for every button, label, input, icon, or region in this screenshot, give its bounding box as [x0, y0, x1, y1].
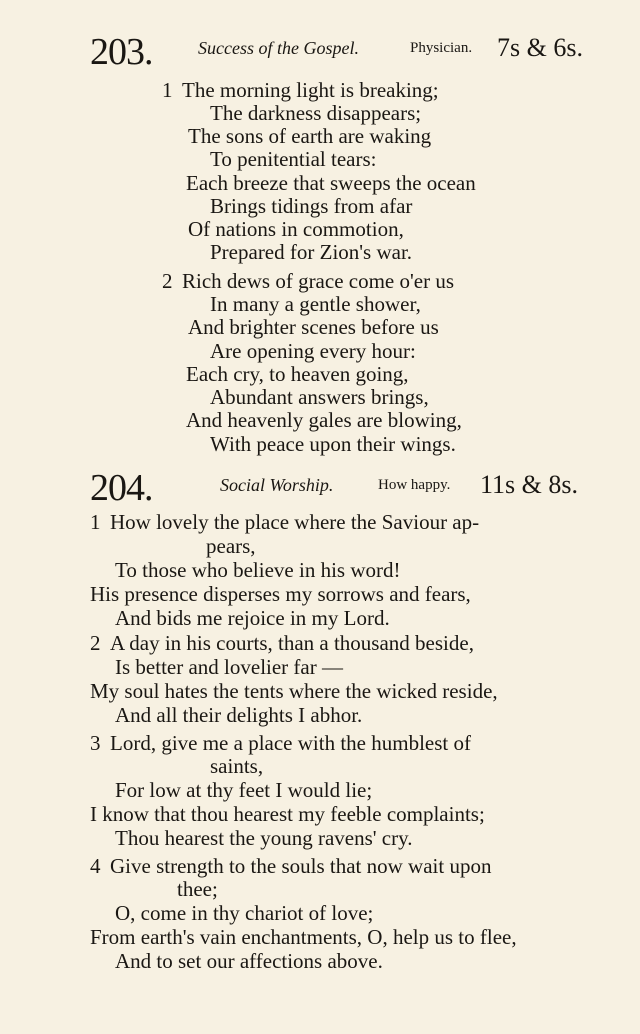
verse-line: To penitential tears:: [210, 147, 377, 171]
hymn-number: 203.: [90, 31, 153, 73]
hymn-tune: How happy.: [378, 477, 451, 493]
hymn-number: 204.: [90, 467, 153, 509]
verse-line: [90, 854, 491, 878]
hymn-tune: Physician.: [410, 40, 473, 56]
verse-line: [90, 631, 474, 655]
verse-line: pears,: [206, 534, 256, 558]
verse-line: For low at thy feet I would lie;: [115, 778, 373, 802]
verse-line-text: The morning light is breaking;: [182, 78, 439, 102]
hymn-meter: 7s & 6s.: [497, 33, 583, 62]
verse-number: 1: [162, 78, 173, 102]
verse-line: And all their delights I abhor.: [115, 703, 363, 727]
verse-line: [90, 510, 479, 534]
verse-line: Brings tidings from afar: [210, 194, 413, 218]
verse-line: Abundant answers brings,: [210, 385, 429, 409]
verse-line: saints,: [210, 754, 264, 778]
verse-line-text: How lovely the place where the Saviour ap-: [110, 510, 480, 534]
verse-line: Is better and lovelier far —: [115, 655, 343, 679]
verse-line: thee;: [177, 877, 218, 901]
verse-line: The sons of earth are waking: [188, 124, 432, 148]
hymn-204-header: [0, 466, 640, 516]
hymn-203-header: [0, 30, 640, 80]
verse-line: From earth's vain enchantments, O, help us to flee,: [90, 925, 517, 949]
verse-line: Each breeze that sweeps the ocean: [186, 171, 476, 195]
verse-line-text: Rich dews of grace come o'er us: [182, 269, 455, 293]
verse-line: My soul hates the tents where the wicked reside,: [90, 679, 498, 703]
verse-line: And brighter scenes before us: [188, 315, 439, 339]
hymn-title: Social Worship.: [220, 475, 334, 495]
verse-line: O, come in thy chariot of love;: [115, 901, 374, 925]
verse-number: 2: [162, 269, 173, 293]
verse-line: With peace upon their wings.: [210, 432, 456, 456]
verse-line: And heavenly gales are blowing,: [186, 408, 462, 432]
verse-line-text: Give strength to the souls that now wait upon: [110, 854, 492, 878]
verse-line: Prepared for Zion's war.: [210, 240, 413, 264]
verse-line: In many a gentle shower,: [210, 292, 421, 316]
verse-line: To those who believe in his word!: [115, 558, 401, 582]
verse-number: 2: [90, 631, 101, 655]
hymn-meter: 11s & 8s.: [480, 470, 578, 499]
verse-line-text: A day in his courts, than a thousand beside,: [110, 631, 474, 655]
verse-line: I know that thou hearest my feeble complaints;: [90, 802, 485, 826]
verse-line: The darkness disappears;: [210, 101, 422, 125]
verse-number: 3: [90, 731, 101, 755]
verse-line: Each cry, to heaven going,: [186, 362, 409, 386]
verse-number: 1: [90, 510, 101, 534]
verse-line: [162, 78, 439, 102]
hymn-title: Success of the Gospel.: [198, 38, 359, 58]
verse-line: [162, 269, 454, 293]
verse-line-text: Lord, give me a place with the humblest of: [110, 731, 471, 755]
verse-number: 4: [90, 854, 101, 878]
verse-line: Thou hearest the young ravens' cry.: [115, 826, 413, 850]
verse-line: His presence disperses my sorrows and fears,: [90, 582, 471, 606]
verse-line: And bids me rejoice in my Lord.: [115, 606, 390, 630]
verse-line: [90, 731, 471, 755]
verse-line: And to set our affections above.: [115, 949, 383, 973]
verse-line: Are opening every hour:: [210, 339, 416, 363]
verse-line: Of nations in commotion,: [188, 217, 404, 241]
